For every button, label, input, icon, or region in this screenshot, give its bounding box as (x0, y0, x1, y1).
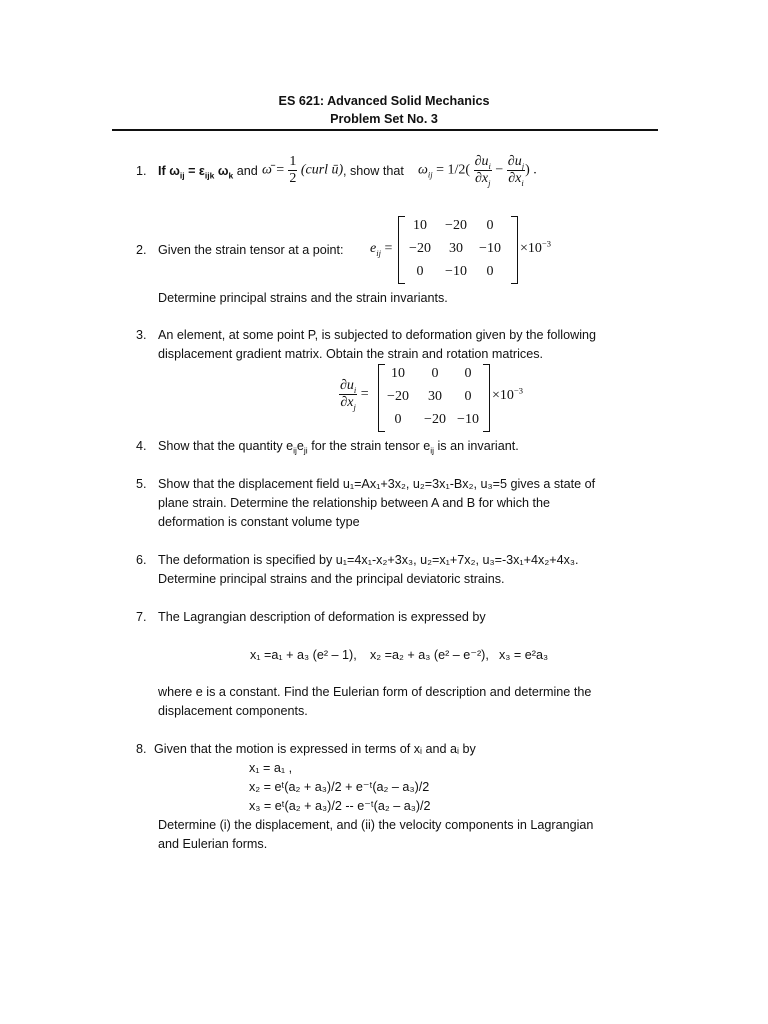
problem-6-line-2: Determine principal strains and the principal deviatoric strains. (158, 572, 505, 586)
problem-3-number: 3. (136, 328, 147, 342)
matrix-cell: −10 (457, 412, 479, 427)
problem-6-number: 6. (136, 553, 147, 567)
motion-eq-x2: x₂ = eᵗ(a₂ + a₃)/2 + e⁻ᵗ(a₂ – a₃)/2 (249, 780, 430, 794)
course-title: ES 621: Advanced Solid Mechanics (278, 94, 490, 108)
problem-5-line-2: plane strain. Determine the relationship between A and B for which the (158, 496, 551, 510)
problem-2-number: 2. (136, 243, 147, 257)
matrix-cell: −20 (424, 412, 446, 427)
problem-5-line-1: Show that the displacement field u₁=Ax₁+3x₂, u₂=3x₁-Bx₂, u₃=5 gives a state of (158, 477, 596, 491)
problem-set-title: Problem Set No. 3 (330, 112, 438, 126)
problem-8-line-3: and Eulerian forms. (158, 837, 268, 851)
problem-1-number: 1. (136, 164, 147, 178)
problem-2-scale: $\times 10^{-3}$ (520, 238, 551, 256)
matrix-cell: −20 (409, 241, 431, 256)
header-rule (112, 129, 658, 131)
displacement-gradient-matrix (378, 364, 490, 432)
matrix-cell: 30 (428, 389, 442, 404)
problem-3-line-2: displacement gradient matrix. Obtain the strain and rotation matrices. (158, 347, 543, 361)
matrix-cell: 10 (391, 366, 405, 381)
problem-2-text: Given the strain tensor at a point: (158, 243, 344, 257)
matrix-cell: −20 (387, 389, 409, 404)
problem-1-text: If $\omega_{ij} = \varepsilon_{ijk}$ $\omega_k$ and (158, 164, 258, 181)
matrix-cell: −10 (479, 241, 501, 256)
right-bracket (511, 216, 518, 284)
problem-5-line-3: deformation is constant volume type (158, 515, 360, 529)
problem-2-symbol: $e_{ij}$ = (370, 241, 393, 258)
problem-8-number: 8. (136, 742, 147, 756)
matrix-cell: −10 (445, 264, 467, 279)
lagrangian-eq-x2: x₂ =a₂ + a₃ (e² – e⁻²), (370, 648, 489, 662)
lagrangian-eq-x1: x₁ =a₁ + a₃ (e² – 1), (250, 648, 357, 662)
problem-8-line-2: Determine (i) the displacement, and (ii) the velocity components in Lagrangian (158, 818, 594, 832)
lagrangian-eq-x3: x₃ = e²a₃ (499, 648, 549, 662)
matrix-cell: 0 (486, 264, 494, 279)
problem-1-omega-vector-def: ω̄ = $\frac{1}{2}$ (curl ū) (262, 154, 344, 186)
problem-3-scale: $\times 10^{-3}$ (492, 385, 523, 403)
problem-5-number: 5. (136, 477, 147, 491)
problem-8-line-1: Given that the motion is expressed in terms of xᵢ and aᵢ by (154, 742, 476, 756)
problem-4-text: Show that the quantity $e_{ij}e_{ji}$ for the strain tensor $e_{ij}$ is an invariant. (158, 439, 519, 456)
problem-1-omega-ij-expression: $\omega_{ij} = 1/2$( $\frac{\partial u_i}{\partial x_j}$ − $\frac{\partial u_j}{\partial x_i}$ ) . (418, 154, 537, 188)
problem-7-line-3: displacement components. (158, 704, 308, 718)
motion-eq-x3: x₃ = eᵗ(a₂ + a₃)/2 -- e⁻ᵗ(a₂ – a₃)/2 (249, 799, 431, 813)
matrix-cell: 30 (449, 241, 463, 256)
problem-2-instruction: Determine principal strains and the strain invariants. (158, 291, 448, 305)
matrix-cell: 0 (486, 218, 494, 233)
matrix-cell: 0 (416, 264, 424, 279)
strain-tensor-matrix (398, 216, 518, 284)
problem-3-line-1: An element, at some point P, is subjected to deformation given by the following (158, 328, 597, 342)
problem-7-line-2: where e is a constant. Find the Eulerian form of description and determine the (158, 685, 592, 699)
motion-eq-x1: x₁ = a₁ , (249, 761, 293, 775)
problem-7-line-1: The Lagrangian description of deformation is expressed by (158, 610, 486, 624)
matrix-cell: 10 (413, 218, 427, 233)
matrix-cell: 0 (431, 366, 439, 381)
matrix-cell: 0 (464, 389, 472, 404)
matrix-cell: 0 (394, 412, 402, 427)
problem-6-line-1: The deformation is specified by u₁=4x₁-x₂+3x₃, u₂=x₁+7x₂, u₃=-3x₁+4x₂+4x₃. (158, 553, 579, 567)
matrix-cell: −20 (445, 218, 467, 233)
displacement-gradient-symbol: $\frac{\partial u_i}{\partial x_j}$ = (340, 378, 369, 412)
problem-7-number: 7. (136, 610, 147, 624)
problem-1-show-that: , show that (343, 164, 404, 178)
problem-4-number: 4. (136, 439, 147, 453)
matrix-cell: 0 (464, 366, 472, 381)
